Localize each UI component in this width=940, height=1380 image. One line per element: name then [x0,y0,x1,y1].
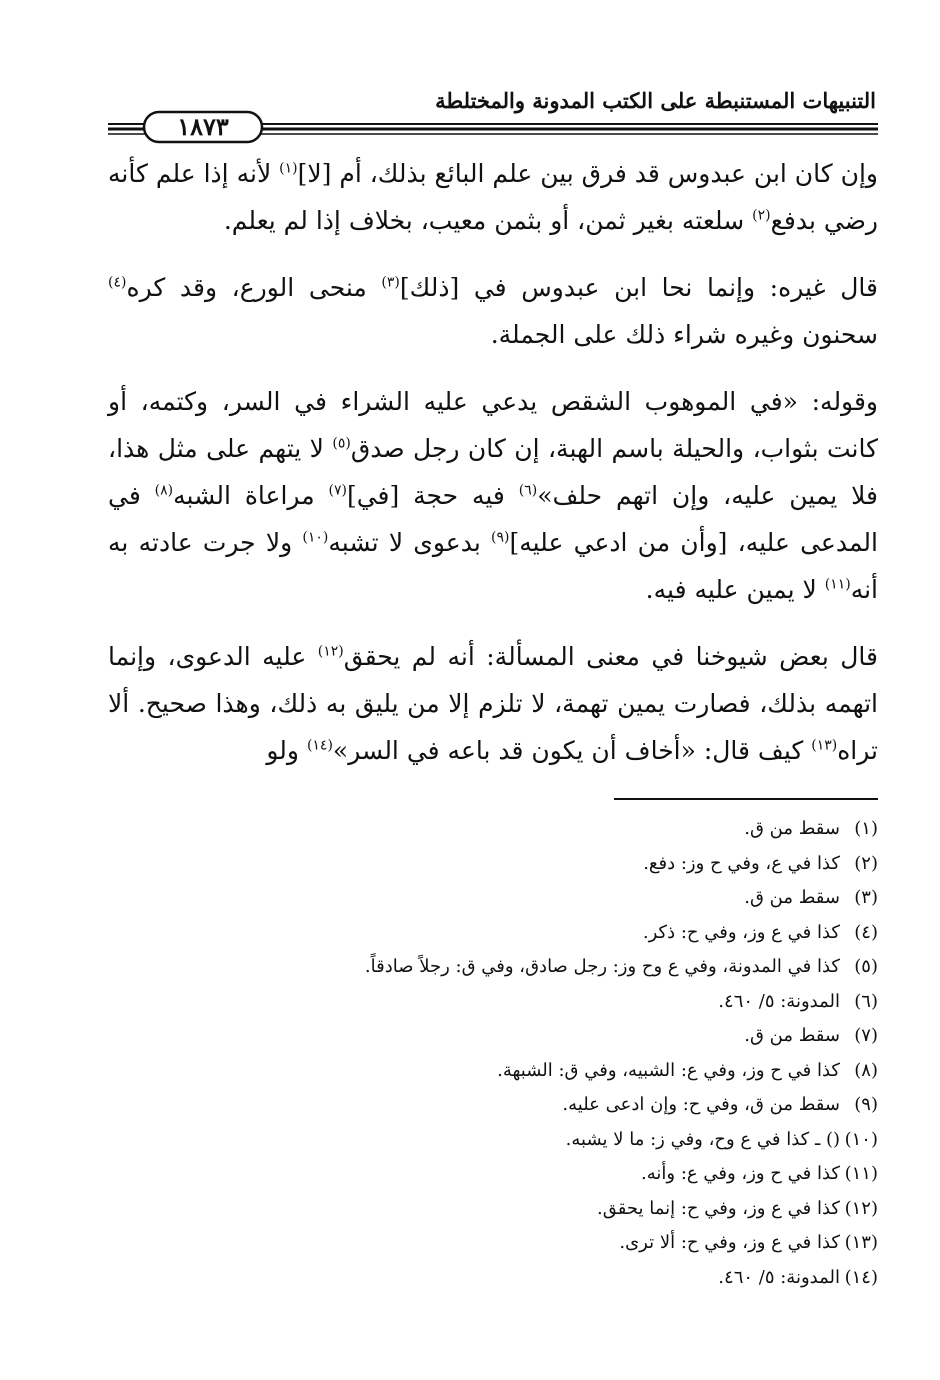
text-run: ولو [266,736,307,765]
text-run: في المدعى عليه، [وأن من ادعي عليه] [108,481,878,557]
footnote-number: (٣) [854,887,878,908]
running-head-title: التنبيهات المستنبطة على الكتب المدونة والمختلطة [435,88,876,113]
footnote-text: () ـ كذا في ع وح، وفي ز: ما لا يشبه. [565,1128,840,1150]
footnote-number: (١٠) [844,1128,878,1150]
footnote-number: (١) [854,818,878,839]
paragraph [108,378,878,613]
footnote-item [108,1054,878,1089]
paragraph [108,633,878,774]
footnote-text: كذا في ع وز، وفي ح: ذكر. [642,921,840,943]
text-run: فيه حجة [في] [346,481,519,510]
text-run: لأنه إذا علم كأنه رضي بدفع [108,159,878,235]
footnote-text: كذا في ح وز، وفي ع: وأنه. [641,1163,840,1184]
text-run: قال بعض شيوخنا في معنى المسألة: أنه لم يحقق [343,642,878,671]
text-run: كيف قال: «أخاف أن يكون قد باعه في السر» [332,736,812,765]
page-number: ١٨٧٣ [177,112,229,141]
footnote-item [108,916,878,951]
footnote-marker: (١) [279,160,298,177]
footnote-number: (١٤) [844,1266,878,1288]
footnote-text: سقط من ق، وفي ح: وإن ادعى عليه. [562,1094,840,1115]
footnote-number: (١٢) [844,1197,878,1219]
footnote-marker: (٧) [328,482,347,499]
header-rule-with-page-number [108,108,878,144]
text-run: وإن كان ابن عبدوس قد فرق بين علم البائع بذلك، أم [لا] [297,159,878,188]
footnote-number: (٥) [854,956,878,977]
footnote-item [108,1261,878,1296]
footnote-number: (٤) [854,921,878,943]
text-run: لا يمين عليه فيه. [645,575,825,604]
footnote-item [108,1157,878,1192]
text-run: منحى الورع، وقد كره [126,273,382,302]
footnote-text: المدونة: ٥/ ٤٦٠. [718,1266,840,1288]
footnote-marker: (١٣) [811,737,838,754]
footnote-marker: (٩) [491,529,510,546]
footnote-item [108,812,878,847]
footnote-marker: (١٢) [317,643,344,660]
footnote-item [108,1019,878,1054]
footnote-item [108,1123,878,1158]
footnote-marker: (٨) [154,482,174,499]
footnote-number: (٨) [854,1059,878,1081]
footnote-item [108,1226,878,1261]
footnote-number: (١٣) [844,1232,878,1253]
footnote-text: كذا في ح وز، وفي ع: الشبيه، وفي ق: الشبهة. [497,1059,840,1081]
footnote-marker: (١٠) [302,529,329,546]
text-run: ولا جرت عادته به أنه [108,528,878,604]
text-run: سحنون وغيره شراء ذلك على الجملة. [490,320,878,349]
footnote-item [108,950,878,985]
footnote-number: (٦) [854,990,878,1012]
footnote-marker: (١٤) [306,737,333,754]
footnote-item [108,881,878,916]
paragraph [108,264,878,358]
footnote-separator [614,798,878,800]
footnote-item [108,985,878,1020]
footnote-text: المدونة: ٥/ ٤٦٠. [718,990,840,1012]
footnote-text: كذا في ع وز، وفي ح: إنما يحقق. [597,1197,840,1219]
paragraph [108,150,878,244]
footnote-number: (٩) [854,1094,878,1115]
text-run: عليه الدعوى، وإنما اتهمه بذلك، فصارت يمين تهمة، لا تلزم إلا من يليق به ذلك، وهذا صحيح. ألا تراه [108,642,878,765]
footnote-item [108,1192,878,1227]
footnote-text: كذا في ع وز، وفي ح: ألا ترى. [619,1232,840,1253]
text-run: قال غيره: وإنما نحا ابن عبدوس في [ذلك] [399,273,878,302]
footnote-marker: (١١) [824,576,851,593]
footnote-marker: (٣) [381,274,400,291]
footnote-number: (٢) [854,852,878,874]
text-run: سلعته بغير ثمن، أو بثمن معيب، بخلاف إذا لم يعلم. [223,206,753,235]
footnote-item [108,847,878,882]
footnote-text: سقط من ق. [744,1025,840,1046]
footnote-number: (١١) [844,1163,878,1184]
main-text [108,150,878,794]
text-run: وقوله: «في الموهوب الشقص يدعي عليه الشراء في السر، وكتمه، أو كانت بثواب، والحيلة باسم الهبة، إن كان رجل صدق [108,387,879,463]
footnote-marker: (٥) [332,435,351,452]
text-run: مراعاة الشبه [173,481,329,510]
footnote-marker: (٤) [108,274,127,291]
footnote-marker: (٦) [518,482,538,499]
footnote-text: سقط من ق. [744,887,840,908]
footnote-number: (٧) [854,1025,878,1046]
footnotes-list [108,812,878,1295]
footnote-item [108,1088,878,1123]
footnote-text: كذا في المدونة، وفي ع وح وز: رجل صادق، وفي ق: رجلاً صادقاً. [364,956,840,977]
text-run: لا يتهم على مثل هذا، فلا يمين عليه، وإن اتهم حلف» [108,434,878,510]
text-run: بدعوى لا تشبه [328,528,492,557]
footnote-text: كذا في ع، وفي ح وز: دفع. [643,852,840,874]
footnote-marker: (٢) [752,207,771,224]
footnote-text: سقط من ق. [744,818,840,839]
